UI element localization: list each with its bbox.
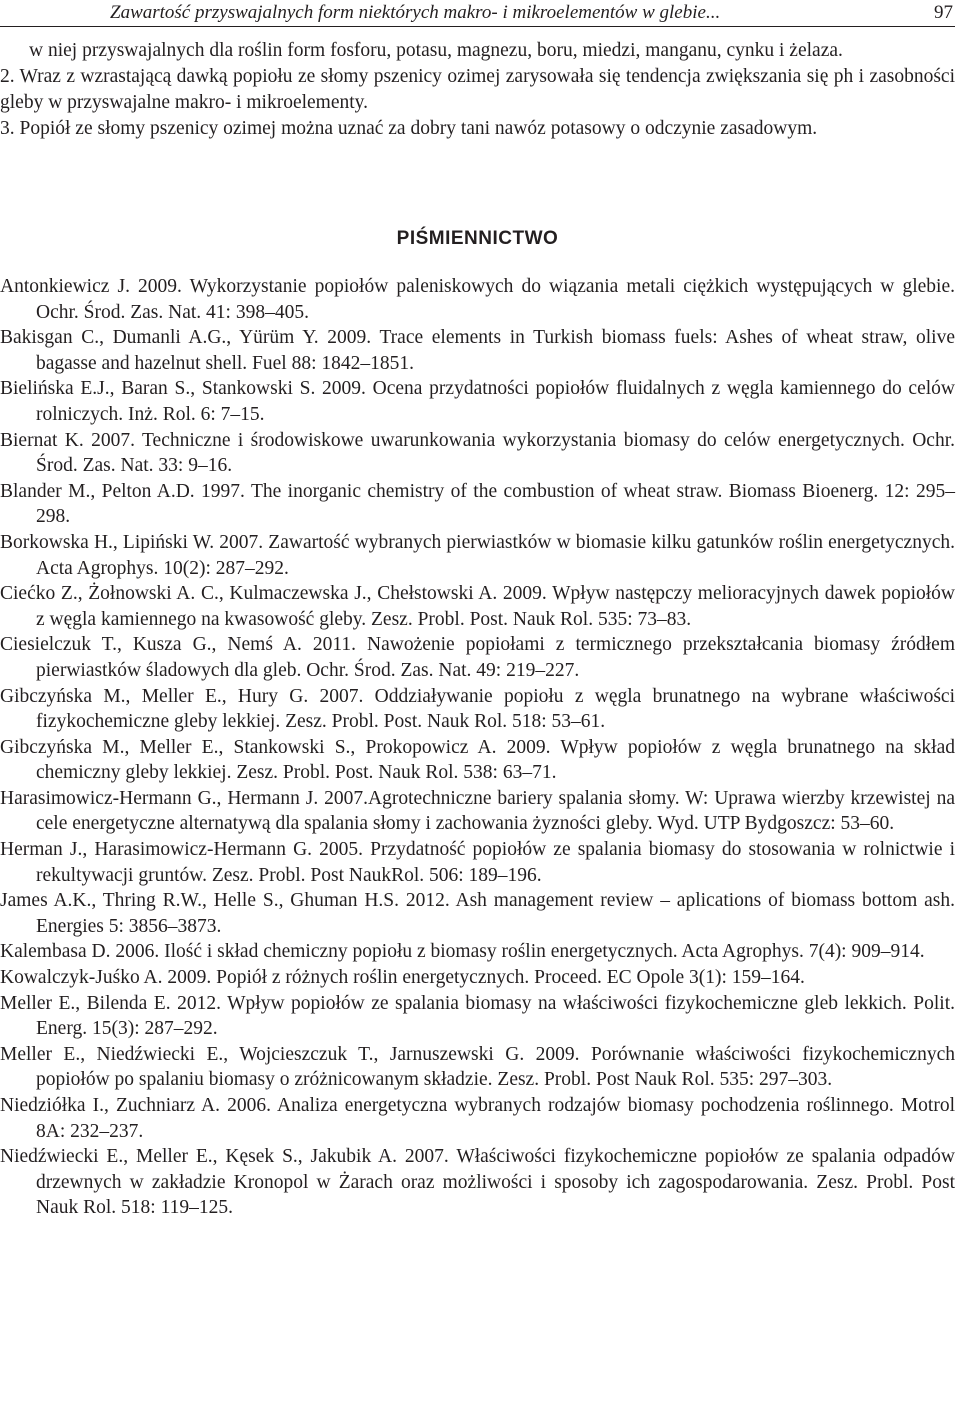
reference-item: Borkowska H., Lipiński W. 2007. Zawartość wybranych pierwiastków w biomasie kilku gatunków roślin energetycznych. Acta Agrophys. 10(2): 287–292.	[0, 531, 955, 579]
reference-item: Gibczyńska M., Meller E., Hury G. 2007. Oddziaływanie popiołu z węgla brunatnego na wybrane właściwości fizykochemiczne gleby lekkiej. Zesz. Probl. Post. Nauk Rol. 518: 53–61.	[0, 685, 955, 733]
running-head	[0, 0, 955, 27]
reference-item: Ciećko Z., Żołnowski A. C., Kulmaczewska J., Chełstowski A. 2009. Wpływ następczy melioracyjnych dawek popiołów z węgla kamiennego na kwasowość gleby. Zesz. Probl. Post. Nauk Rol. 535: 73–83.	[0, 583, 955, 630]
reference-item: Blander M., Pelton A.D. 1997. The inorganic chemistry of the combustion of wheat straw. Biomass Bioenerg. 12: 295–298.	[0, 480, 955, 528]
conclusion-text: Popiół ze słomy pszenicy ozimej można uznać za dobry tani nawóz potasowy o odczynie zasadowym.	[19, 118, 818, 139]
conclusion-item	[0, 64, 955, 116]
reference-item: Harasimowicz-Hermann G., Hermann J. 2007.Agrotechniczne bariery spalania słomy. W: Uprawa wierzby krzewistej na cele energetyczne alternatywą dla spalania słomy i zachowania żyzności gleby. Wyd. UTP Bydgoszcz: 53–60.	[0, 787, 955, 835]
reference-list	[0, 274, 955, 1221]
page-content	[0, 38, 955, 1221]
reference-item: Herman J., Harasimowicz-Hermann G. 2005. Przydatność popiołów ze spalania biomasy do stosowania w rolnictwie i rekultywacji gruntów. Zesz. Probl. Post NaukRol. 506: 189–196.	[0, 839, 955, 886]
conclusion-text: Wraz z wzrastającą dawką popiołu ze słomy pszenicy ozimej zarysowała się tendencja zwiększania się ph i zasobności gleby w przyswajalne makro- i mikroelementy.	[0, 66, 955, 113]
reference-item: Kowalczyk-Juśko A. 2009. Popiół z różnych roślin energetycznych. Proceed. EC Opole 3(1): 159–164.	[0, 967, 805, 989]
page-number: 97	[934, 2, 953, 23]
reference-item: Bielińska E.J., Baran S., Stankowski S. 2009. Ocena przydatności popiołów fluidalnych z węgla kamiennego do celów rolniczych. Inż. Rol. 6: 7–15.	[0, 378, 955, 425]
reference-item: Gibczyńska M., Meller E., Stankowski S., Prokopowicz A. 2009. Wpływ popiołów z węgla brunatnego na skład chemiczny gleby lekkiej. Zesz. Probl. Post. Nauk Rol. 538: 63–71.	[0, 736, 955, 784]
reference-item: Antonkiewicz J. 2009. Wykorzystanie popiołów paleniskowych do wiązania metali ciężkich występujących w glebie. Ochr. Środ. Zas. Nat. 41: 398–405.	[0, 276, 955, 323]
reference-item: Niedziółka I., Zuchniarz A. 2006. Analiza energetyczna wybranych rodzajów biomasy pochodzenia roślinnego. Motrol 8A: 232–237.	[0, 1095, 955, 1142]
reference-item: James A.K., Thring R.W., Helle S., Ghuman H.S. 2012. Ash management review – aplications of biomass bottom ash. Energies 5: 3856–3873.	[0, 890, 955, 937]
conclusion-continuation: w niej przyswajalnych dla roślin form fosforu, potasu, magnezu, boru, miedzi, manganu, cynku i żelaza.	[29, 40, 843, 61]
reference-item: Biernat K. 2007. Techniczne i środowiskowe uwarunkowania wykorzystania biomasy do celów energetycznych. Ochr. Środ. Zas. Nat. 33: 9–16.	[0, 429, 955, 477]
reference-item: Niedźwiecki E., Meller E., Kęsek S., Jakubik A. 2007. Właściwości fizykochemiczne popiołów ze spalania odpadów drzewnych w zakładzie Kronopol w Żarach oraz możliwości i sposoby ich zagospodarowania. Zesz. Probl. Post Nauk Rol. 518: 119–125.	[0, 1146, 955, 1219]
references-heading: PIŚMIENNICTWO	[396, 228, 559, 249]
reference-item: Meller E., Bilenda E. 2012. Wpływ popiołów ze spalania biomasy na właściwości fizykochemiczne gleb lekkich. Polit. Energ. 15(3): 287–292.	[0, 992, 955, 1040]
conclusion-number: 3.	[0, 118, 15, 139]
running-title: Zawartość przyswajalnych form niektórych makro- i mikroelementów w glebie...	[110, 2, 721, 23]
reference-item: Bakisgan C., Dumanli A.G., Yürüm Y. 2009. Trace elements in Turkish biomass fuels: Ashes of wheat straw, olive bagasse and hazelnut shell. Fuel 88: 1842–1851.	[0, 327, 955, 374]
reference-item: Meller E., Niedźwiecki E., Wojcieszczuk T., Jarnuszewski G. 2009. Porównanie właściwości fizykochemicznych popiołów po spalaniu biomasy o zróżnicowanym składzie. Zesz. Probl. Post Nauk Rol. 535: 297–303.	[0, 1043, 955, 1091]
reference-item: Kalembasa D. 2006. Ilość i skład chemiczny popiołu z biomasy roślin energetycznych. Acta Agrophys. 7(4): 909–914.	[0, 941, 925, 963]
conclusion-number: 2.	[0, 66, 15, 87]
reference-item: Ciesielczuk T., Kusza G., Nemś A. 2011. Nawożenie popiołami z termicznego przekształcania biomasy źródłem pierwiastków śladowych dla gleb. Ochr. Środ. Zas. Nat. 49: 219–227.	[0, 634, 955, 681]
conclusion-item	[0, 116, 955, 142]
